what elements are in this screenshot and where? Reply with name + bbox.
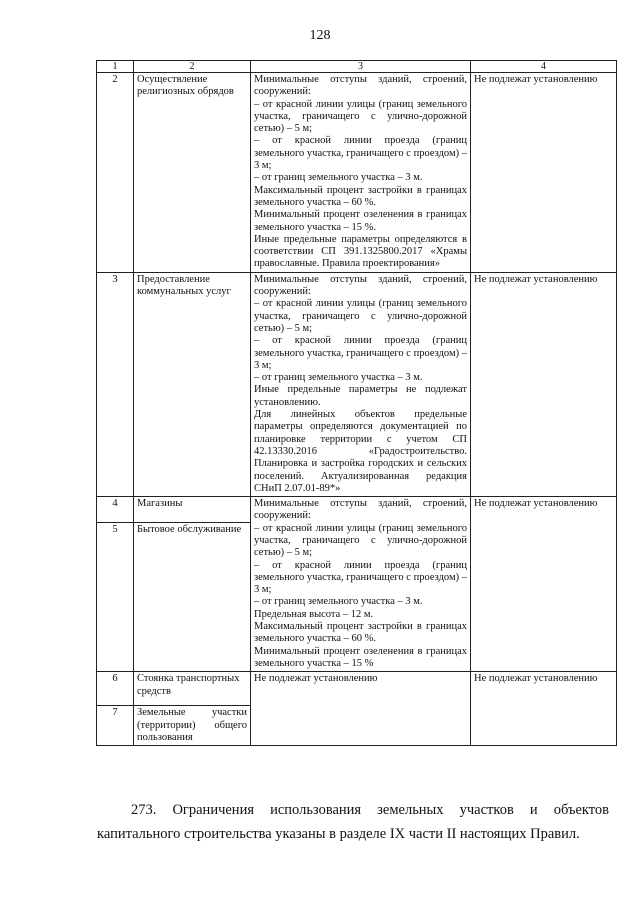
parameter-line: – от красной линии проезда (границ земельного участка, граничащего с проездом) – 3 м;	[254, 559, 467, 596]
row-number: 6	[97, 672, 134, 706]
parameter-line: – от границ земельного участка – 3 м.	[254, 372, 423, 384]
header-cell-2: 2	[134, 61, 251, 73]
parameter-line: – от красной линии улицы (границ земельного участка, граничащего с улично-дорожной сетью) – 5 м;	[254, 98, 467, 135]
table-row	[97, 672, 617, 706]
parameter-line: – от красной линии улицы (границ земельного участка, граничащего с улично-дорожной сетью) – 5 м;	[254, 298, 467, 334]
parameter-line: – от красной линии улицы (границ земельного участка, граничащего с улично-дорожной сетью) – 5 м;	[254, 522, 467, 559]
header-cell-1: 1	[97, 61, 134, 73]
row-number: 2	[97, 73, 134, 273]
parameter-line: – от границ земельного участка – 3 м.	[254, 172, 423, 184]
parameters-cell	[251, 497, 471, 672]
parameter-line: – от красной линии проезда (границ земельного участка, граничащего с проездом) – 3 м;	[254, 135, 467, 172]
use-type-name: Бытовое обслуживание	[134, 523, 251, 672]
use-type-name: Земельные участки (территории) общего пользования	[134, 706, 251, 746]
use-type-name: Предоставление коммунальных услуг	[134, 272, 251, 496]
row-number: 4	[97, 497, 134, 523]
parameter-line: Минимальный процент озеленения в границах земельного участка – 15 %	[254, 645, 467, 669]
table-row	[97, 272, 617, 496]
parameter-line: Минимальные отступы зданий, строений, сооружений:	[254, 498, 467, 522]
restrictions-cell: Не подлежат установлению	[471, 497, 617, 672]
parameter-line: Иные предельные параметры определяются в соответствии СП 391.1325800.2017 «Храмы православные. Правила проектирования»	[254, 233, 467, 270]
header-cell-3: 3	[251, 61, 471, 73]
row-number: 3	[97, 272, 134, 496]
parameter-line: Максимальный процент застройки в границах земельного участка – 60 %.	[254, 621, 467, 645]
closing-paragraph: 273. Ограничения использования земельных участков и объектов капитального строительства указаны в разделе IX части II настоящих Правил.	[97, 802, 609, 842]
parameter-line: Минимальные отступы зданий, строений, сооружений:	[254, 74, 467, 98]
restrictions-cell: Не подлежат установлению	[471, 73, 617, 273]
parameter-line: – от красной линии проезда (границ земельного участка, граничащего с проездом) – 3 м;	[254, 335, 467, 371]
header-cell-4: 4	[471, 61, 617, 73]
use-type-name: Осуществление религиозных обрядов	[134, 73, 251, 273]
row-number: 5	[97, 523, 134, 672]
parameter-line: – от границ земельного участка – 3 м.	[254, 596, 423, 608]
table-row	[97, 497, 617, 523]
use-type-name: Стоянка транспортных средств	[134, 672, 251, 706]
parameters-cell: Не подлежат установлению	[251, 672, 471, 746]
parameter-line: Минимальные отступы зданий, строений, сооружений:	[254, 273, 467, 298]
table-header-row	[97, 61, 617, 73]
row-number: 7	[97, 706, 134, 746]
parameter-line: Иные предельные параметры не подлежат установлению.	[254, 384, 467, 408]
parameter-line: Для линейных объектов предельные параметры определяются документацией по планировке территории с учетом СП 42.13330.2016 «Градостроительство. Планировка и застройка городских и сельских поселений. Актуализированная редакция СНиП 2.07.01-89*»	[254, 409, 467, 494]
use-type-name: Магазины	[134, 497, 251, 523]
page-number: 128	[309, 28, 331, 43]
parameters-cell	[251, 73, 471, 273]
parameter-line: Максимальный процент застройки в границах земельного участка – 60 %.	[254, 184, 467, 208]
parameters-cell	[251, 272, 471, 496]
table-row	[97, 73, 617, 273]
land-use-table	[96, 60, 617, 746]
parameter-line: Предельная высота – 12 м.	[254, 608, 374, 620]
parameter-line: Минимальный процент озеленения в границах земельного участка – 15 %.	[254, 209, 467, 233]
restrictions-cell: Не подлежат установлению	[471, 272, 617, 496]
restrictions-cell: Не подлежат установлению	[471, 672, 617, 746]
